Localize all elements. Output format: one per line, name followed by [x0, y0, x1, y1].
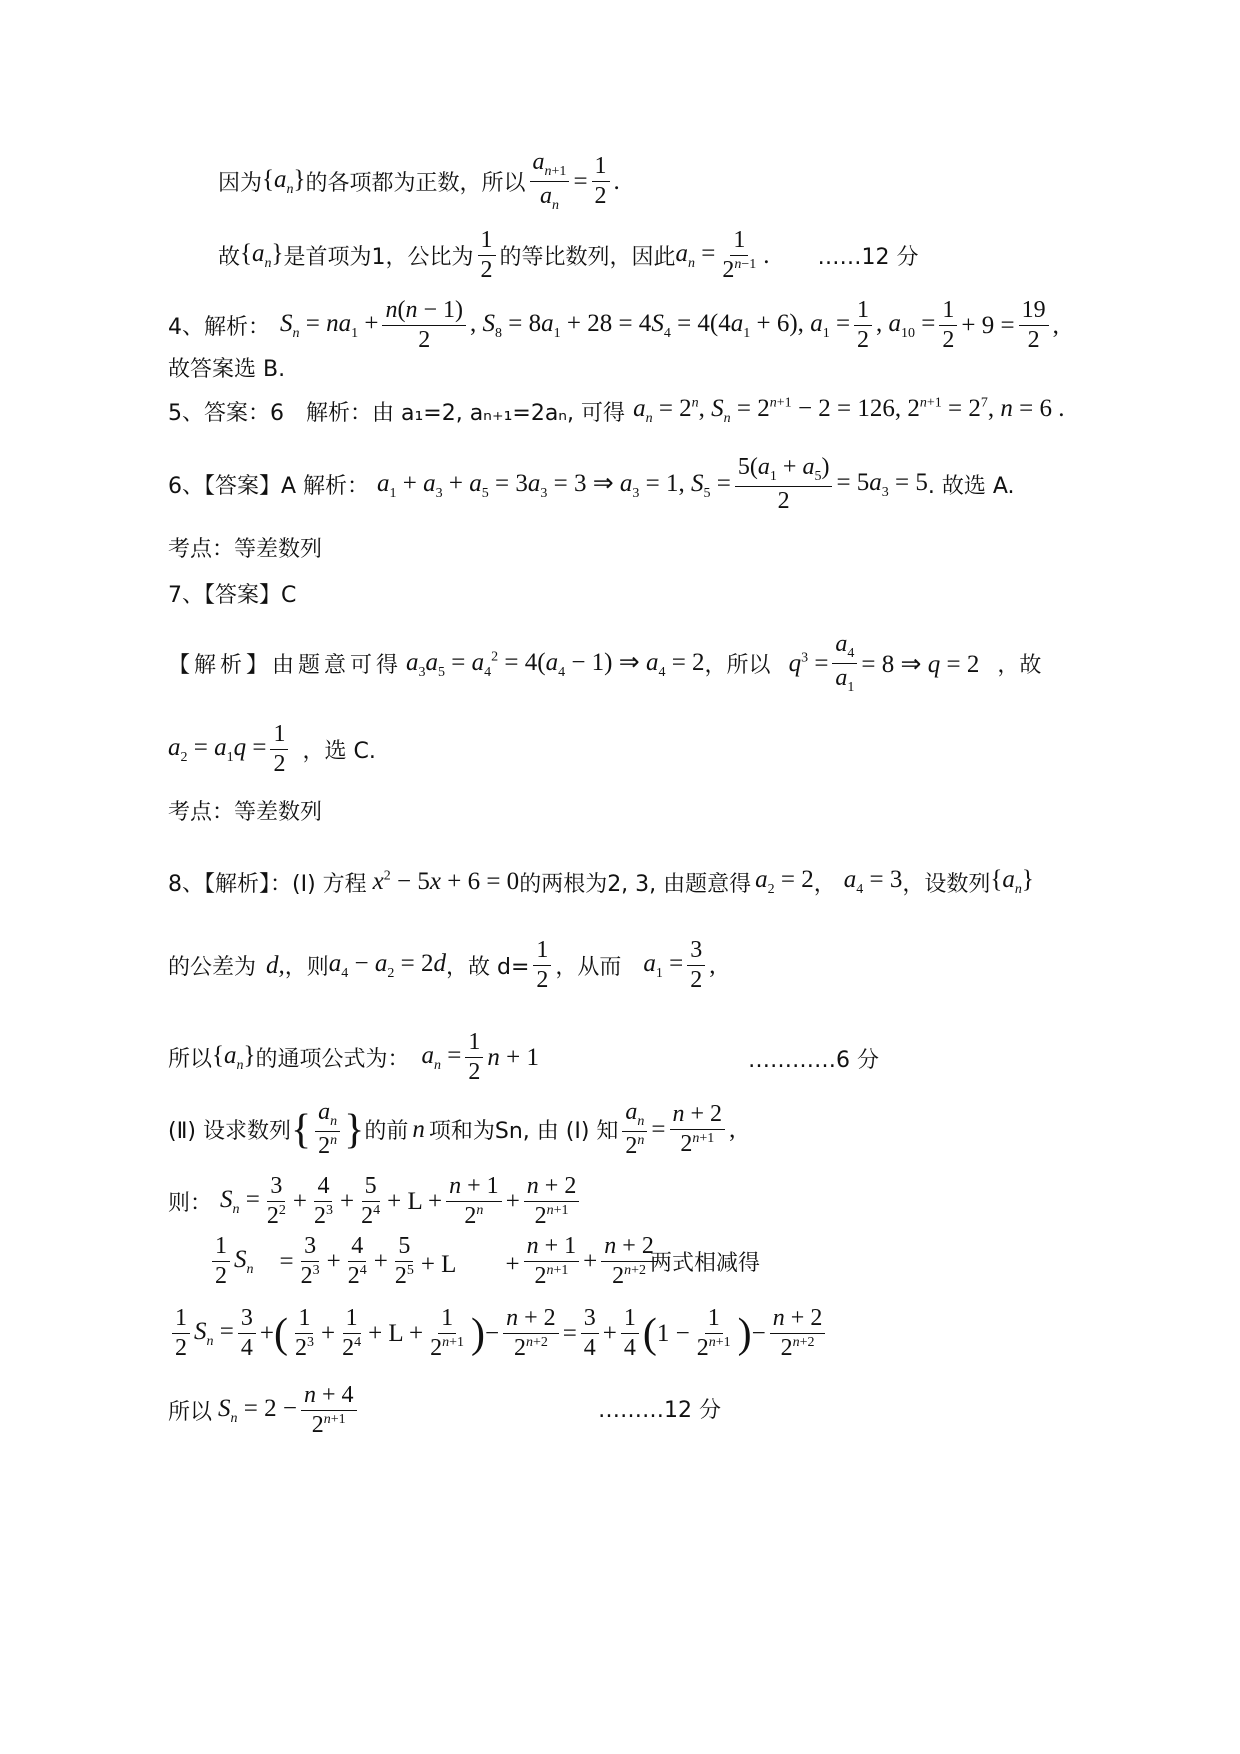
kaodian-1 — [168, 532, 322, 563]
text: 项和为Sn, 由 (Ⅰ) 知 — [428, 1119, 619, 1145]
line-geometric-sequence: 故 $\{a_n\}$ 是首项为1，公比为 $\frac{1}{2}$ 的等比数列，因此 $a_n$ = $\frac{1}{2^{n-1}}$ . ……12 分 — [218, 227, 919, 284]
text: 所以 — [168, 1047, 213, 1073]
problem-8-final: 所以 $S_n = 2$ − $\frac{n + 4}{2^{n+1}}$ — [168, 1383, 361, 1438]
text: 的公差为 — [168, 955, 257, 981]
score-6 — [748, 1043, 879, 1074]
text: 是首项为1，公比为 — [283, 245, 474, 271]
problem-7-line1: 【解析】由题意可得 $a_3a_5 = a_4^2 = 4(a_4 - 1)$ ⇒ $a_4 = 2$ ，所以 $q^3$ = $\frac{a_4}{a_1}$ = 8 ⇒ q = 2 ，故 — [168, 631, 1042, 696]
problem-6: 6、【答案】A 解析： $a_1 + a_3 + a_5 = 3a_3 = 3$ ⇒ $a_3 = 1$, $S_5$ = $\frac{5(a_1 + a_5)}{2}$ = $5a_3 = 5$ . 故选 A. — [168, 454, 1015, 515]
problem-8-sn: 则： $S_n$ = $\frac{3}{2^2}$ + $\frac{4}{2^3}$ + $\frac{5}{2^4}$ + L + $\frac{n + 1}{2^n}$ + $\frac{n + 2}{2^{n+1}}$ — [168, 1174, 583, 1229]
score: ……12 分 — [817, 245, 919, 271]
text: ，所以 — [704, 653, 771, 679]
text: 7、【答案】C — [168, 583, 297, 608]
score: ………12 分 — [598, 1398, 721, 1423]
text: . 故选 A. — [927, 474, 1015, 500]
line-positive-terms: 因为 $\{a_n\}$ 的各项都为正数，所以 $\frac{a_{n+1}}{a_n}$ = $\frac{1}{2}$ . — [218, 149, 620, 214]
text: 的两根为2, 3, 由题意得 — [519, 871, 752, 897]
problem-8-half-sn: $\frac{1}{2}$ $S_n$ = $\frac{3}{2^3}$ + $\frac{4}{2^4}$ + $\frac{5}{2^5}$ + L + $\frac{n + 1}{2^{n+1}}$ + $\frac{n + 2}{2^{n+2}}$ — [208, 1234, 661, 1289]
text: 所以 — [168, 1400, 213, 1426]
text: 的前 — [364, 1119, 409, 1145]
problem-4-answer — [168, 352, 285, 383]
text: 故 — [218, 245, 241, 271]
problem-8-line3: 所以 $\{a_n\}$ 的通项公式为： $a_n$ = $\frac{1}{2}$ n + 1 — [168, 1029, 539, 1086]
text: 的通项公式为： — [255, 1047, 410, 1073]
text: 的各项都为正数，所以 — [305, 171, 526, 197]
text: 考点：等差数列 — [168, 800, 323, 825]
score-12 — [598, 1393, 721, 1424]
subtract-note — [650, 1246, 760, 1277]
score: …………6 分 — [748, 1048, 879, 1073]
text: ，设数列 — [902, 871, 991, 897]
text: 故答案选 B. — [168, 357, 286, 382]
text: 因为 — [218, 171, 263, 197]
problem-4: 4、解析： $S_n = na_1$ + $\frac{n(n - 1)}{2}$ , $S_8 = 8a_1 + 28 = 4S_4 = 4(4a_1 + 6)$, $a_1$ = $\frac{1}{2}$ , $a_{10}$ = $\frac{1}{2}$ + 9 = $\frac{19}{2}$ , — [168, 297, 1059, 354]
problem-8-line1: 8、【解析】：(I) 方程 $x^2 - 5x + 6 = 0$ 的两根为2, 3, 由题意得 $a_2 = 2$ ， $a_4 = 3$ ，设数列 $\{a_n\}$ — [168, 866, 1034, 897]
text: 两式相减得 — [650, 1251, 761, 1276]
text: ，从而 — [555, 955, 622, 981]
text: ，故 — [997, 653, 1042, 679]
text: ，故 d= — [446, 955, 530, 981]
text: 的等比数列，因此 — [499, 245, 676, 271]
text: 5、答案：6 解析：由 a₁=2, aₙ₊₁=2aₙ, 可得 — [168, 400, 626, 426]
text: ，选 C. — [302, 739, 376, 765]
text: 8、【解析】：(I) 方程 — [168, 871, 367, 897]
text: ， — [813, 871, 836, 897]
problem-7-line2: $a_2 = a_1q$ = $\frac{1}{2}$ ，选 C. — [168, 721, 376, 778]
text: 【解析】由题意可得 — [168, 653, 403, 679]
problem-8-line4: (Ⅱ) 设求数列 { $\frac{a_n}{2^n}$ } 的前 n 项和为Sn, 由 (Ⅰ) 知 $\frac{a_n}{2^n}$ = $\frac{n + 2}{2^{n+1}}$ , — [168, 1099, 736, 1160]
problem-8-subtract: $\frac{1}{2}$ $S_n$ = $\frac{3}{4}$ + ( $\frac{1}{2^3}$ + $\frac{1}{2^4}$ + L + $\frac{1}{2^{n+1}}$ ) − $\frac{n + 2}{2^{n+2}}$ = $\frac{3}{4}$ + $\frac{1}{4}$ ( 1 − $\frac{1}{2^{n+1}}$ ) − $\frac{n + 2}{2^{n+2}}$ — [168, 1306, 829, 1361]
text: (Ⅱ) 设求数列 — [168, 1119, 291, 1145]
problem-8-line2: 的公差为 d, ，则 $a_4 - a_2 = 2d$ ，故 d= $\frac{1}{2}$ ，从而 $a_1$ = $\frac{3}{2}$ , — [168, 937, 716, 994]
text: ，则 — [284, 955, 329, 981]
problem-5: 5、答案：6 解析：由 a₁=2, aₙ₊₁=2aₙ, 可得 $a_n = 2^n$, $S_n = 2^{n+1} - 2 = 126$, $2^{n+1} = 2^7$, n = 6 . — [168, 395, 1065, 426]
text: 考点：等差数列 — [168, 537, 323, 562]
problem-7-title — [168, 578, 296, 609]
kaodian-2 — [168, 795, 322, 826]
text: 则： — [168, 1191, 213, 1217]
text: 4、解析： — [168, 315, 270, 341]
text: 6、【答案】A 解析： — [168, 474, 370, 500]
